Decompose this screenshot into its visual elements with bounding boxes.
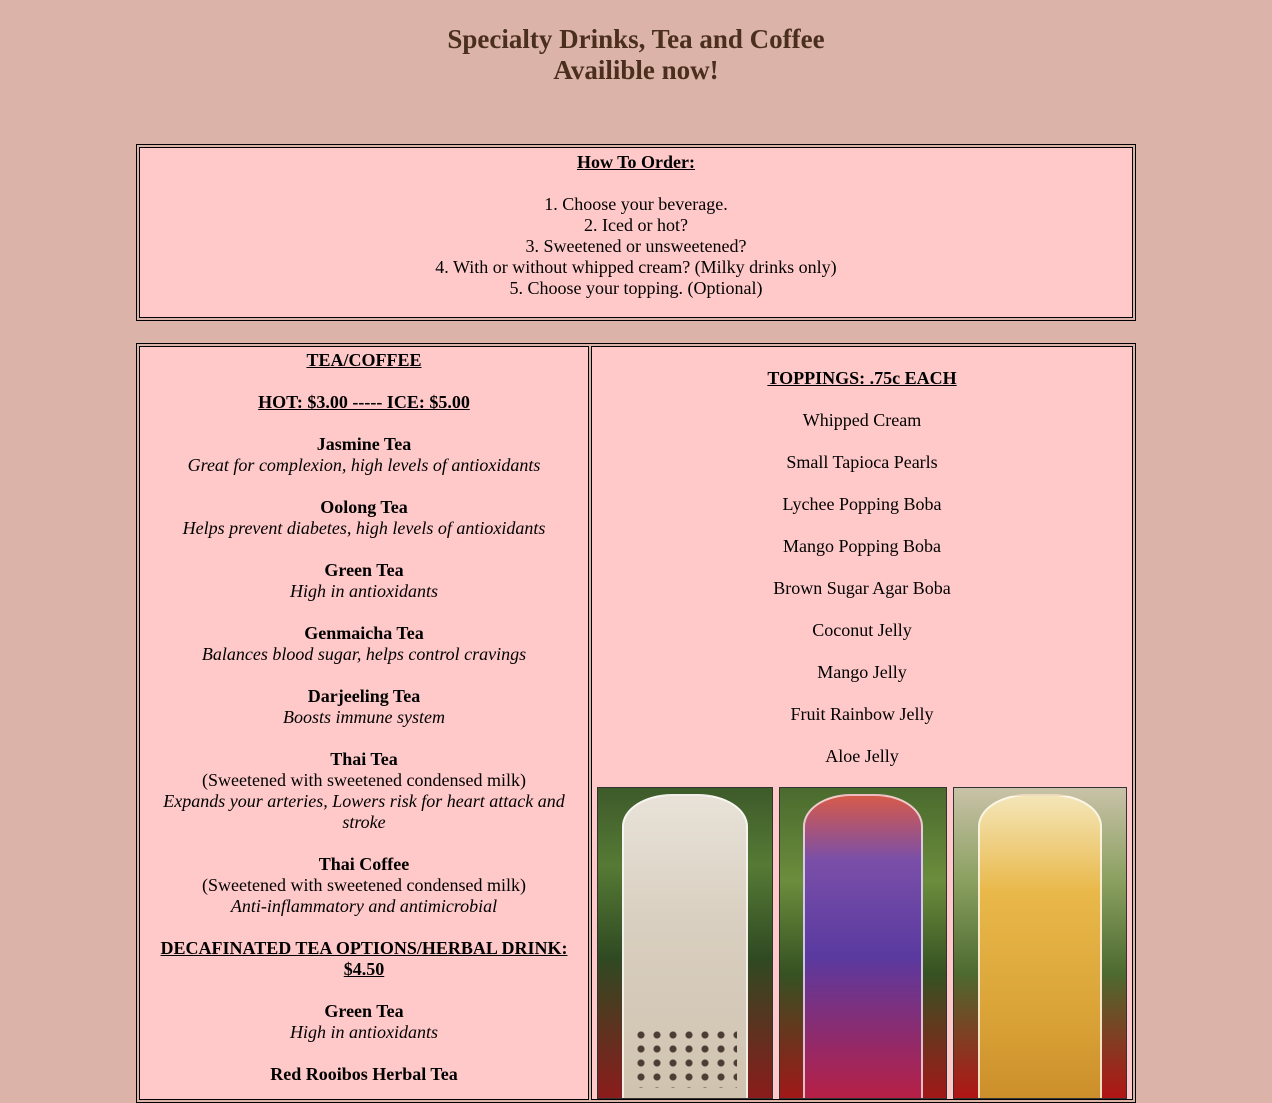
tea-coffee-cell <box>139 346 589 1100</box>
topping-item: Coconut Jelly <box>812 620 912 640</box>
drink-name: Green Tea <box>324 1001 404 1021</box>
heading-line-2: Availible now! <box>553 55 719 85</box>
how-to-order-cell <box>139 147 1133 318</box>
drink-desc: Great for complexion, high levels of antioxidants <box>187 455 541 475</box>
drink-desc: High in antioxidants <box>290 581 438 601</box>
toppings-title: TOPPINGS: .75c EACH <box>767 368 957 388</box>
topping-item: Aloe Jelly <box>825 746 899 766</box>
drink-name: Green Tea <box>324 560 404 580</box>
topping-item: Lychee Popping Boba <box>782 494 942 514</box>
toppings-cell <box>591 346 1133 1100</box>
drink-desc: Helps prevent diabetes, high levels of antioxidants <box>182 518 546 538</box>
menu-table <box>136 343 1136 1103</box>
order-step: 2. Iced or hot? <box>584 215 688 235</box>
purple-layered-drink-photo <box>779 787 946 1099</box>
drink-name: Darjeeling Tea <box>307 686 421 706</box>
topping-item: Brown Sugar Agar Boba <box>773 578 951 598</box>
milk-tea-boba-photo <box>597 787 773 1099</box>
topping-item: Mango Jelly <box>817 662 907 682</box>
drink-desc: Expands your arteries, Lowers risk for heart attack and stroke <box>163 791 565 832</box>
drink-name: Jasmine Tea <box>316 434 412 454</box>
drink-desc: Boosts immune system <box>283 707 445 727</box>
how-to-order-table <box>136 144 1136 321</box>
order-step: 5. Choose your topping. (Optional) <box>509 278 763 298</box>
order-step: 1. Choose your beverage. <box>544 194 728 214</box>
how-to-order-title: How To Order: <box>576 152 695 172</box>
drink-note: (Sweetened with sweetened condensed milk) <box>202 875 526 895</box>
topping-item: Small Tapioca Pearls <box>786 452 938 472</box>
drink-name: Oolong Tea <box>320 497 408 517</box>
tea-coffee-price: HOT: $3.00 ----- ICE: $5.00 <box>258 392 470 412</box>
drink-name: Red Rooibos Herbal Tea <box>270 1064 458 1084</box>
iced-fruit-tea-photo <box>953 787 1127 1099</box>
drink-desc: High in antioxidants <box>290 1022 438 1042</box>
topping-item: Fruit Rainbow Jelly <box>790 704 934 724</box>
drink-name: Thai Tea <box>330 749 398 769</box>
drink-name: Thai Coffee <box>318 854 410 874</box>
order-step: 4. With or without whipped cream? (Milky drinks only) <box>435 257 837 277</box>
heading-line-1: Specialty Drinks, Tea and Coffee <box>447 24 825 54</box>
drink-note: (Sweetened with sweetened condensed milk) <box>202 770 526 790</box>
page-heading <box>0 24 1272 86</box>
tea-coffee-title: TEA/COFFEE <box>306 350 422 370</box>
drink-name: Genmaicha Tea <box>304 623 424 643</box>
drink-desc: Balances blood sugar, helps control cravings <box>201 644 527 664</box>
order-step: 3. Sweetened or unsweetened? <box>525 236 747 256</box>
topping-item: Whipped Cream <box>802 410 922 430</box>
drink-photos <box>597 787 1127 1099</box>
decaf-title: DECAFINATED TEA OPTIONS/HERBAL DRINK: $4.50 <box>160 938 568 979</box>
topping-item: Mango Popping Boba <box>782 536 941 556</box>
drink-desc: Anti-inflammatory and antimicrobial <box>230 896 498 916</box>
